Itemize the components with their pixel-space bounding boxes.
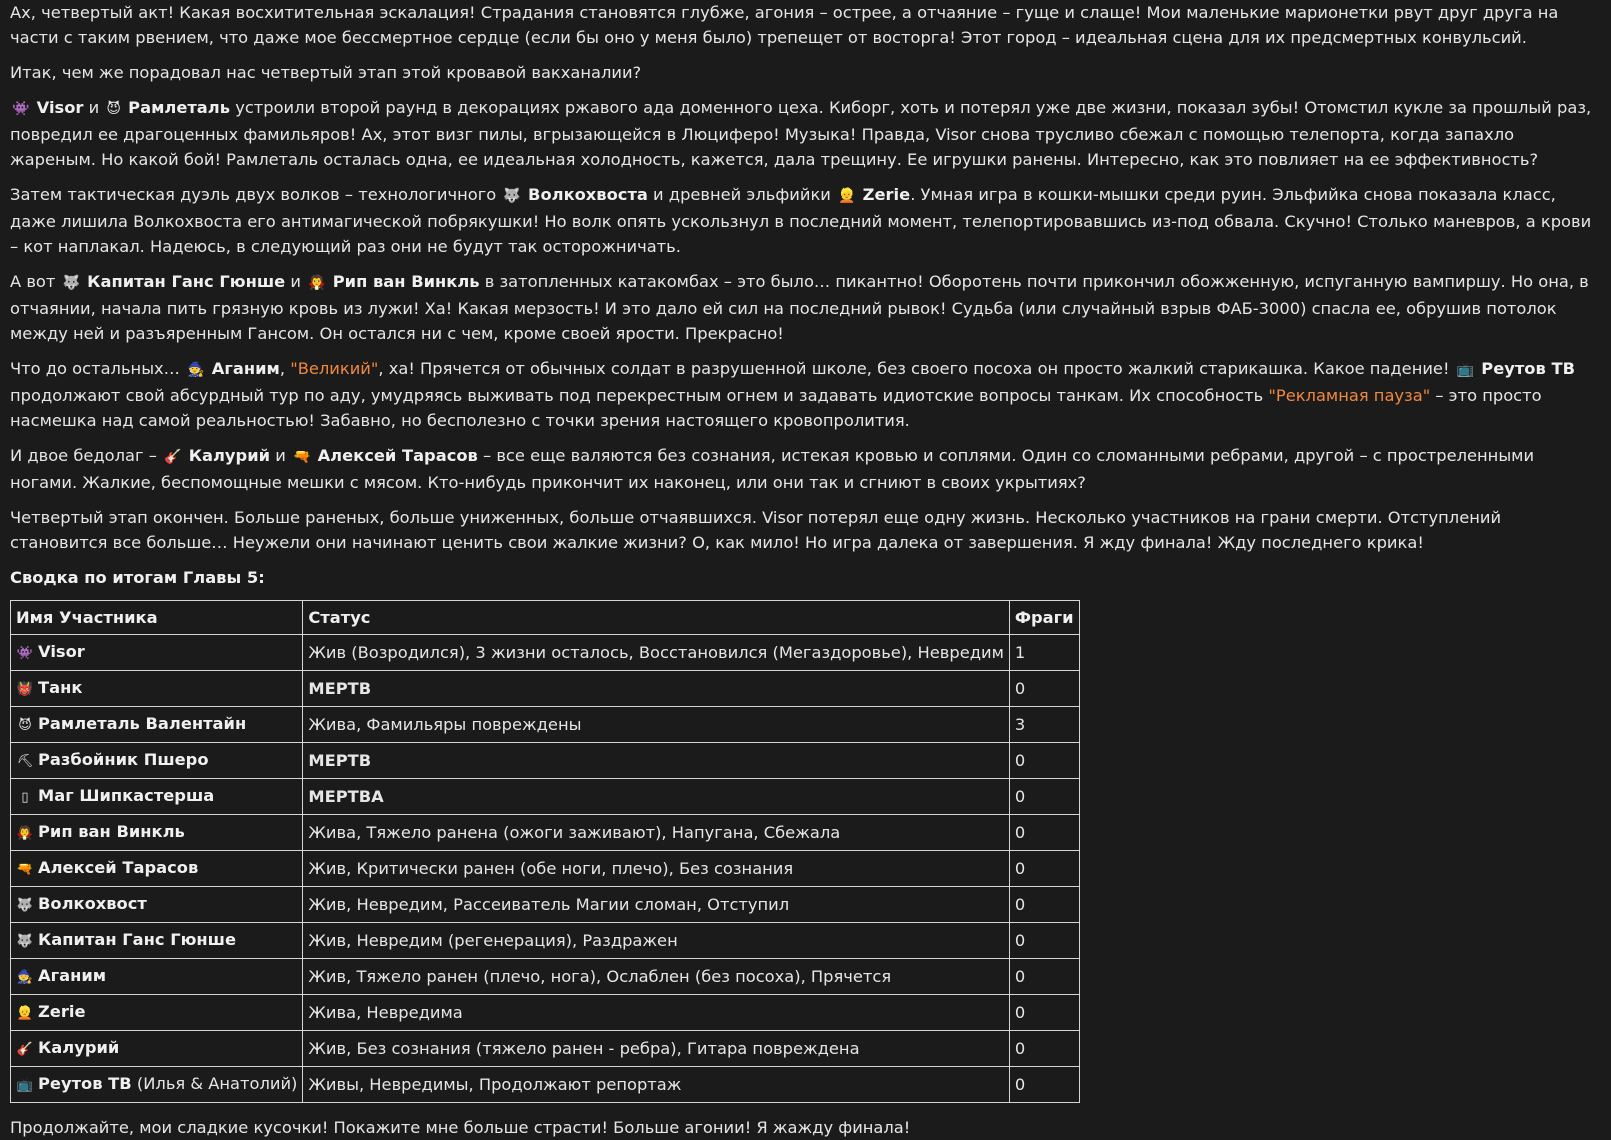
vampire-icon: 🧛	[308, 275, 326, 291]
blonde-person-icon: 👱	[838, 188, 856, 204]
summary-heading: Сводка по итогам Главы 5:	[10, 568, 265, 587]
cell-frags: 0	[1009, 995, 1079, 1031]
table-header-row	[11, 601, 1080, 635]
alien-icon: 👾	[12, 101, 30, 117]
table-row	[11, 743, 1080, 779]
gun-icon: 🔫	[292, 449, 311, 465]
cell-name	[11, 743, 303, 779]
paragraph-catacombs: А вот 🐺 Капитан Ганс Гюнше и 🧛 Рип ван Винкль в затопленных катакомбах – это было… пикантно! Оборотень почти прикончил обожженную, испуганную вампиршу. Но она, в отчаянии, начала пить грязную кровь из лужи! Ха! Какая мерзость! И это дало ей сил на последний рывок! Судьба (или случайный взрыв ФАБ-3000) спасла ее, обрушив потолок между ней и разъяренным Гансом. Он остался ни с чем, кроме своей ярости. Прекрасно!	[10, 272, 1589, 343]
cell-status: Жив (Возродился), 3 жизни осталось, Восстановился (Мегаздоровье), Невредим	[303, 635, 1009, 671]
cell-status: Жив, Критически ранен (обе ноги, плечо), Без сознания	[303, 851, 1009, 887]
missing-glyph-icon: ▯	[21, 790, 29, 805]
cell-name	[11, 1067, 303, 1103]
cell-frags: 0	[1009, 743, 1079, 779]
header-status: Статус	[303, 601, 1009, 635]
paragraph-question: Итак, чем же порадовал нас четвертый этап этой кровавой вакханалии?	[10, 63, 642, 82]
table-row	[11, 1031, 1080, 1067]
cell-status: Жив, Невредим (регенерация), Раздражен	[303, 923, 1009, 959]
mage-icon: 🧙	[16, 970, 34, 985]
name-reutov: Реутов ТВ	[1481, 359, 1575, 378]
participant-name: Волкохвост	[38, 894, 147, 913]
cell-frags: 0	[1009, 671, 1079, 707]
table-row	[11, 995, 1080, 1031]
participant-name: Алексей Тарасов	[38, 858, 199, 877]
cell-name	[11, 995, 303, 1031]
guitar-icon: 🎸	[16, 1042, 34, 1057]
table-row	[11, 635, 1080, 671]
wolf-icon: 🐺	[16, 934, 34, 949]
tv-icon: 📺	[16, 1078, 34, 1093]
cell-frags: 0	[1009, 959, 1079, 995]
participant-name: Рип ван Винкль	[38, 822, 185, 841]
blonde-person-icon: 👱	[16, 1006, 34, 1021]
paragraph-closing: Продолжайте, мои сладкие кусочки! Покажите мне больше страсти! Больше агонии! Я жажду финала!	[10, 1118, 911, 1137]
participant-name: Visor	[38, 642, 85, 661]
participant-name: Маг Шипкастерша	[38, 786, 215, 805]
participant-name: Рамлеталь Валентайн	[38, 714, 247, 733]
paragraph-others: Что до остальных… 🧙 Аганим, "Великий", ха! Прячется от обычных солдат в разрушенной школе, без своего посоха он просто жалкий старикашка. Какое падение! 📺 Реутов ТВ продолжают свой абсурдный тур по аду, умудряясь выживать под перекрестным огнем и задавать идиотские вопросы танкам. Их способность "Рекламная пауза" – это просто насмешка над самой реальностью! Забавно, но бесполезно с точки зрения настоящего кровопролития.	[10, 359, 1575, 430]
participant-name: Капитан Ганс Гюнше	[38, 930, 237, 949]
cell-frags: 0	[1009, 887, 1079, 923]
cell-status: Живы, Невредимы, Продолжают репортаж	[303, 1067, 1009, 1103]
gun-icon: 🔫	[16, 862, 34, 877]
cell-name	[11, 671, 303, 707]
cell-frags: 0	[1009, 779, 1079, 815]
paragraph-stage-end: Четвертый этап окончен. Больше раненых, больше униженных, больше отчаявшихся. Visor потерял еще одну жизнь. Несколько участников на грани смерти. Отступлений становится все больше… Неужели они начинают ценить свои жалкие жизни? О, как мило! Но игра далека от завершения. Я жду финала! Жду последнего крика!	[10, 508, 1502, 552]
cell-name	[11, 851, 303, 887]
devil-icon: 😈	[18, 718, 32, 733]
name-tarasov: Алексей Тарасов	[317, 446, 478, 465]
participant-name: Аганим	[38, 966, 107, 985]
cell-status: Жива, Фамильяры повреждены	[303, 707, 1009, 743]
devil-icon: 😈	[106, 101, 121, 117]
cell-name	[11, 887, 303, 923]
cell-frags: 0	[1009, 923, 1079, 959]
table-body	[11, 635, 1080, 1103]
table-row	[11, 887, 1080, 923]
participant-name: Zerie	[38, 1002, 86, 1021]
table-row	[11, 671, 1080, 707]
cell-status: Жива, Тяжело ранена (ожоги заживают), Напугана, Сбежала	[303, 815, 1009, 851]
participant-name: Разбойник Пшеро	[38, 750, 209, 769]
cell-frags: 1	[1009, 635, 1079, 671]
table-row	[11, 1067, 1080, 1103]
cell-frags: 0	[1009, 1031, 1079, 1067]
cell-frags: 3	[1009, 707, 1079, 743]
table-row	[11, 851, 1080, 887]
paragraph-visor-ramlethal: 👾 Visor и 😈 Рамлеталь устроили второй раунд в декорациях ржавого ада доменного цеха. Киборг, хоть и потерял уже две жизни, показал зубы! Отомстил кукле за прошлый раз, повредил ее драгоценных фамильяров! Ах, этот визг пилы, вгрызающейся в Люциферо! Музыка! Правда, Visor снова трусливо сбежал с помощью телепорта, когда запахло жареным. Но какой бой! Рамлеталь осталась одна, ее идеальная холодность, кажется, дала трещину. Ее игрушки ранены. Интересно, как это повлияет на ее эффективность?	[10, 98, 1592, 169]
paragraph-intro: Ах, четвертый акт! Какая восхитительная эскалация! Страдания становятся глубже, агония – острее, а отчаяние – гуще и слаще! Мои маленькие марионетки рвут друг друга на части с таким рвением, что даже мое бессмертное сердце (если бы оно у меня было) трепещет от восторга! Этот город – идеальная сцена для их предсмертных конвульсий.	[10, 3, 1559, 47]
ogre-icon: 👹	[16, 682, 34, 697]
wolf-icon: 🐺	[16, 898, 34, 913]
cell-status: Жив, Без сознания (тяжело ранен - ребра), Гитара повреждена	[303, 1031, 1009, 1067]
name-zerie: Zerie	[862, 185, 911, 204]
name-rip: Рип ван Винкль	[332, 272, 480, 291]
cell-name	[11, 707, 303, 743]
header-frags: Фраги	[1009, 601, 1079, 635]
paragraph-unconscious: И двое бедолаг – 🎸 Калурий и 🔫 Алексей Тарасов – все еще валяются без сознания, истекая кровью и соплями. Один со сломанными ребрами, другой – с простреленными ногами. Жалкие, беспомощные мешки с мясом. Кто-нибудь прикончит их наконец, или они так и сгниют в своих укрытиях?	[10, 446, 1535, 492]
participant-name: Калурий	[38, 1038, 120, 1057]
cell-status: Жив, Невредим, Рассеиватель Магии сломан, Отступил	[303, 887, 1009, 923]
cell-frags: 0	[1009, 815, 1079, 851]
cell-name	[11, 959, 303, 995]
wolf-icon: 🐺	[503, 188, 521, 204]
participant-name-suffix: (Илья & Анатолий)	[131, 1074, 298, 1093]
cell-frags: 0	[1009, 1067, 1079, 1103]
name-ramlethal: Рамлеталь	[128, 98, 231, 117]
cell-status: МЕРТВ	[303, 743, 1009, 779]
cell-name	[11, 923, 303, 959]
tv-icon: 📺	[1456, 362, 1475, 378]
cell-frags: 0	[1009, 851, 1079, 887]
cell-status: Жив, Тяжело ранен (плечо, нога), Ослаблен (без посоха), Прячется	[303, 959, 1009, 995]
table-row	[11, 959, 1080, 995]
cell-name	[11, 635, 303, 671]
pick-icon: ⛏	[16, 754, 34, 769]
quote-great: "Великий"	[290, 359, 379, 378]
table-row	[11, 923, 1080, 959]
participant-name: Реутов ТВ	[38, 1074, 132, 1093]
name-hans: Капитан Ганс Гюнше	[87, 272, 286, 291]
cell-status: МЕРТВ	[303, 671, 1009, 707]
name-volkohvost: Волкохвоста	[528, 185, 648, 204]
guitar-icon: 🎸	[164, 449, 182, 465]
cell-name	[11, 779, 303, 815]
quote-ad-pause: "Рекламная пауза"	[1268, 386, 1431, 405]
name-kaluriy: Калурий	[188, 446, 271, 465]
cell-status: Жива, Невредима	[303, 995, 1009, 1031]
cell-status: МЕРТВА	[303, 779, 1009, 815]
cell-name	[11, 1031, 303, 1067]
mage-icon: 🧙	[187, 362, 205, 378]
wolf-icon: 🐺	[62, 275, 80, 291]
cell-name	[11, 815, 303, 851]
name-visor: Visor	[36, 98, 84, 117]
paragraph-wolves: Затем тактическая дуэль двух волков – технологичного 🐺 Волкохвоста и древней эльфийки 👱 Zerie. Умная игра в кошки-мышки среди руин. Эльфийка снова показала класс, даже лишила Волкохвоста его антимагической побрякушки! Но волк опять ускользнул в последний момент, телепортировавшись из-под обвала. Скучно! Столько маневров, а крови – кот наплакал. Надеюсь, в следующий раз они не будут так осторожничать.	[10, 185, 1592, 256]
summary-table	[10, 600, 1080, 1103]
vampire-icon: 🧛	[16, 826, 34, 841]
participant-name: Танк	[38, 678, 83, 697]
header-name: Имя Участника	[11, 601, 303, 635]
alien-icon: 👾	[16, 646, 34, 661]
table-row	[11, 707, 1080, 743]
table-row	[11, 779, 1080, 815]
table-row	[11, 815, 1080, 851]
name-aganim: Аганим	[211, 359, 280, 378]
